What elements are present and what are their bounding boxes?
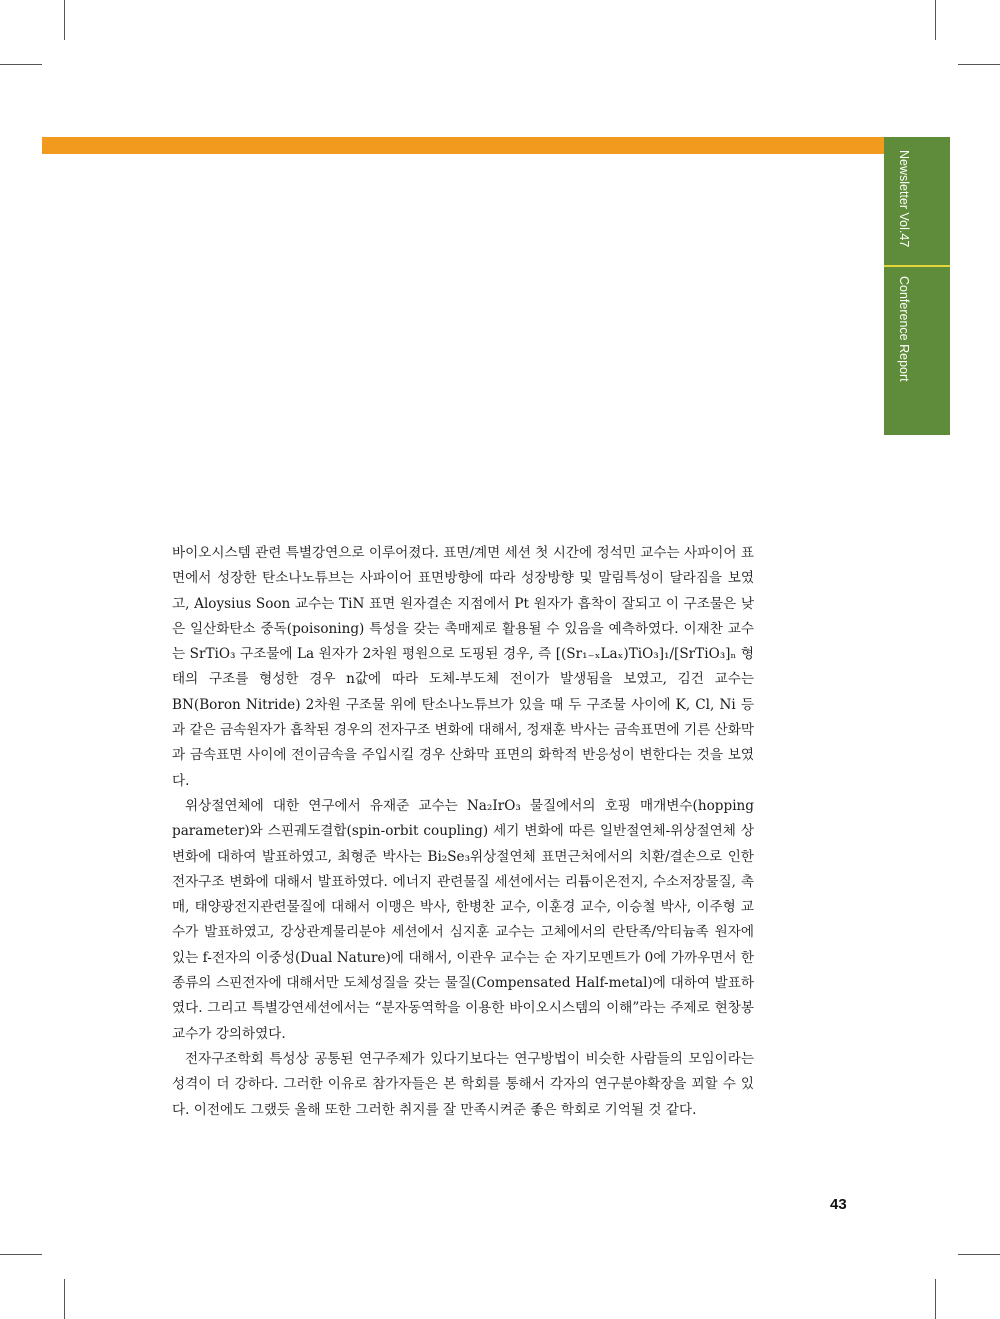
crop-mark-left-top (0, 64, 42, 65)
crop-mark-bottom-right (935, 1279, 936, 1319)
article-body (172, 541, 754, 1123)
header-accent-bar (42, 137, 885, 154)
crop-mark-bottom-left (64, 1279, 65, 1319)
crop-mark-left-bottom (0, 1254, 42, 1255)
crop-mark-right-top (958, 64, 1000, 65)
crop-mark-right-bottom (958, 1254, 1000, 1255)
section-side-tab (884, 137, 950, 435)
newsletter-volume-label: Newsletter Vol.47 (897, 150, 911, 248)
crop-mark-top-left (64, 0, 65, 40)
article-paragraph: 전자구조학회 특성상 공통된 연구주제가 있다기보다는 연구방법이 비슷한 사람들의 모임이라는 성격이 더 강하다. 그러한 이유로 참가자들은 본 학회를 통해서 각자의 연구분야확장을 꾀할 수 있다. 이전에도 그랬듯 올해 또한 그러한 취지를 잘 만족시켜준 좋은 학회로 기억될 것 같다. (172, 1050, 754, 1118)
article-paragraph: 바이오시스템 관련 특별강연으로 이루어졌다. 표면/계면 세션 첫 시간에 정석민 교수는 사파이어 표면에서 성장한 탄소나노튜브는 사파이어 표면방향에 따라 성장방향 및 말림특성이 달라짐을 보였고, Aloysius Soon 교수는 TiN 표면 원자결손 지점에서 Pt 원자가 흡착이 잘되고 이 구조물은 낮은 일산화탄소 중독(poisoning) 특성을 갖는 촉매제로 활용될 수 있음을 예측하였다. 이재찬 교수는 SrTiO₃ 구조물에 La 원자가 2차원 평원으로 도핑된 경우, 즉 [(Sr₁₋ₓLaₓ)TiO₃]₁/[SrTiO₃]ₙ 형태의 구조를 형성한 경우 n값에 따라 도체-부도체 전이가 발생됨을 보였고, 김건 교수는 BN(Boron Nitride) 2차원 구조물 위에 탄소나노튜브가 있을 때 두 구조물 사이에 K, Cl, Ni 등과 같은 금속원자가 흡착된 경우의 전자구조 변화에 대해서, 정재훈 박사는 금속표면에 기른 산화막과 금속표면 사이에 전이금속을 주입시킬 경우 산화막 표면의 화학적 반응성이 변한다는 것을 보였다. (172, 545, 754, 789)
crop-mark-top-right (935, 0, 936, 40)
section-label: Conference Report (897, 276, 911, 382)
article-paragraph: 위상절연체에 대한 연구에서 유재준 교수는 Na₂IrO₃ 물질에서의 호핑 매개변수(hopping parameter)와 스핀궤도결합(spin-orbit coupling) 세기 변화에 따른 일반절연체-위상절연체 상변화에 대하여 발표하였고, 최형준 박사는 Bi₂Se₃위상절연체 표면근처에서의 치환/결손으로 인한 전자구조 변화에 대해서 발표하였다. 에너지 관련물질 세션에서는 리튬이온전지, 수소저장물질, 촉매, 태양광전지관련물질에 대해서 이맹은 박사, 한병찬 교수, 이훈경 교수, 이승철 박사, 이주형 교수가 발표하였고, 강상관계물리분야 세션에서 심지훈 교수는 고체에서의 란탄족/악티늄족 원자에 있는 f-전자의 이중성(Dual Nature)에 대해서, 이관우 교수는 순 자기모멘트가 0에 가까우면서 한 종류의 스핀전자에 대해서만 도체성질을 갖는 물질(Compensated Half-metal)에 대하여 발표하였다. 그리고 특별강연세션에서는 “분자동역학을 이용한 바이오시스템의 이해”라는 주제로 현창봉 교수가 강의하였다. (172, 797, 754, 1042)
side-tab-divider (884, 265, 950, 267)
page-number: 43 (830, 1196, 847, 1213)
